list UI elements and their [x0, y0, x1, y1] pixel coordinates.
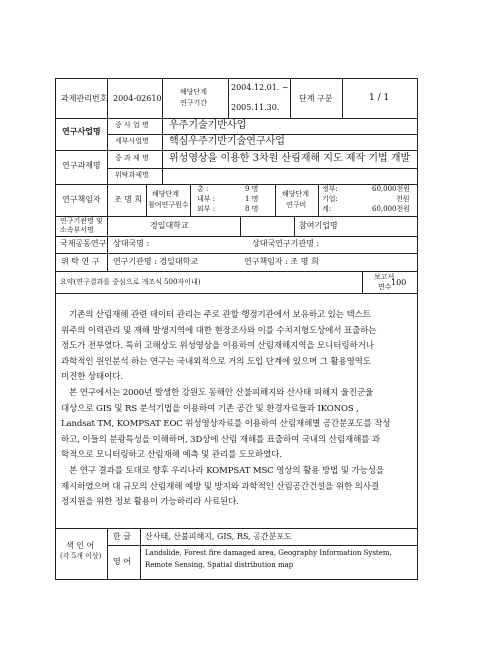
row-divider [55, 528, 418, 529]
col-divider [107, 216, 108, 236]
summary-body [61, 308, 413, 511]
summary-line: 본 연구에서는 2000년 발생한 강원도 동해안 산불피해지와 산사태 피해지 울진군울 [69, 387, 374, 398]
row-divider [55, 118, 418, 119]
row-divider [107, 168, 418, 169]
stage-value: 1 / 1 [369, 93, 390, 103]
mid-program-label: 중 사 업 명 [115, 121, 149, 129]
summary-label: 요약(연구결과를 중심으로 개조식 500자이내) [60, 278, 201, 286]
consign-label: 위 탁 연 구 [61, 257, 100, 266]
row-divider [107, 545, 418, 546]
corp-cost-label: 기업: [322, 195, 338, 203]
sum-cost-value: 60,000천원 [372, 205, 411, 213]
org-name: 경일대학교 [150, 221, 189, 230]
frame-right [417, 78, 418, 580]
sub-task-label: 위탁과제명 [115, 171, 149, 179]
research-cost-label-2: 연구비 [286, 201, 307, 209]
frame-top [55, 78, 418, 79]
summary-line: 과학적인 원인분석 하는 연구는 국내외적으로 거의 도입 단계에 있으며 그 활용영역도 [61, 356, 371, 367]
summary-line: 대상으로 GIS 및 RS 분석기법을 이용하여 기존 공간 및 환경자료들과 IKONOS , [61, 403, 359, 414]
pi-name: 조 명 희 [114, 195, 143, 204]
keywords-korean-label: 한 글 [113, 532, 131, 541]
consign-org: 연구기관명 : 경일대학교 [113, 257, 199, 266]
keywords-label-1: 색 인 어 [66, 541, 95, 550]
row-divider [55, 271, 418, 272]
col-divider [190, 184, 191, 216]
researcher-count-label-2: 참여연구원수 [148, 201, 189, 209]
row-divider [55, 184, 418, 185]
mgmt-no-value: 2004-02610 [113, 94, 162, 103]
big-task-label: 중 과 제 명 [115, 154, 149, 162]
summary-line: 학적으로 모니터링하고 산림재해 예측 및 관리를 도모하였다. [61, 450, 282, 461]
period-label-1: 해당단계 [180, 88, 208, 96]
total-count-label: 총 : [197, 185, 209, 193]
mgmt-no-label: 과제관리번호 [61, 94, 108, 103]
keywords-english-line-2: Remote Sensing, Spatial distribution map [145, 561, 294, 569]
detail-program-label: 세부사업명 [115, 137, 149, 145]
sum-cost-label: 계: [322, 205, 332, 213]
keywords-korean-value: 산사태, 산불피해지, GIS, RS, 공간분포도 [145, 532, 292, 541]
col-divider [107, 253, 108, 271]
summary-line: 하고, 이들의 분광특성을 이해하며, 3D상에 산림 재해를 표출하여 국내의 산림재해를 과 [61, 434, 381, 445]
col-divider [107, 118, 108, 184]
col-divider [146, 184, 147, 216]
program-label: 연구사업명 [62, 126, 101, 136]
mid-program-value: 우주기술기반사업 [169, 120, 247, 131]
summary-line: 미진한 상태이다. [61, 372, 123, 383]
col-divider [294, 216, 295, 236]
period-end: 2005.11.30. [231, 103, 280, 112]
org-label-1: 연구기관명 및 [60, 217, 103, 225]
col-divider [162, 78, 163, 118]
keywords-english-label: 영 어 [113, 557, 131, 566]
partner-institute: 상대국연구기관명 : [252, 239, 320, 248]
summary-line: 위주의 이력관리 및 재해 발생지역에 대한 현장조사와 이를 수치지형도상에서 표출하는 [61, 325, 377, 336]
gov-cost-label: 정부: [322, 185, 338, 193]
report-pages-label-2: 면수 [378, 283, 392, 291]
partner-country: 상대국명 : [113, 239, 150, 248]
task-label: 연구과제명 [62, 161, 101, 170]
consign-pi: 연구책임자 : 조 명 희 [244, 257, 319, 266]
internal-count-label: 내부 : [197, 195, 216, 203]
stage-label: 단계 구분 [299, 94, 333, 103]
col-divider [228, 78, 229, 118]
org-label-2: 소속부서명 [60, 226, 94, 234]
col-divider [290, 78, 291, 118]
row-divider [55, 236, 418, 237]
col-divider [140, 528, 141, 580]
col-divider [342, 78, 343, 118]
external-count-label: 외부 : [197, 205, 216, 213]
col-divider [107, 528, 108, 580]
intl-label: 국제공동연구 [60, 239, 107, 248]
col-divider [240, 216, 241, 236]
internal-count-value: 1 명 [245, 195, 259, 203]
total-count-value: 9 명 [245, 185, 259, 193]
research-cost-label-1: 해당단계 [282, 190, 310, 198]
period-label-2: 연구기간 [180, 99, 208, 107]
summary-line: Landsat TM, KOMPSAT EOC 위성영상자료를 이용하여 산림재해별 공간분포도를 작성 [61, 419, 391, 430]
col-divider [318, 184, 319, 216]
row-divider [55, 216, 418, 217]
keywords-english-line-1: Landslide, Forest fire damaged area, Geography Information System, [145, 549, 392, 557]
partner-company-label: 참여기업명 [299, 221, 338, 230]
col-divider [107, 184, 108, 216]
external-count-value: 8 명 [245, 205, 259, 213]
big-task-value: 위성영상을 이용한 3차원 산림재해 지도 제작 기법 개발 [169, 153, 411, 164]
detail-program-value: 핵심우주기반기술연구사업 [169, 136, 285, 147]
row-divider [107, 134, 418, 135]
researcher-count-label-1: 해당단계 [152, 190, 180, 198]
col-divider [275, 184, 276, 216]
row-divider [55, 253, 418, 254]
corp-cost-value: 천원 [396, 195, 410, 203]
summary-line: 정도가 전부였다. 특히 고해상도 위성영상을 이용하여 산림재해지역을 모니터링하거나 [61, 341, 374, 352]
summary-line: 본 연구 결과를 토대로 향후 우리나라 KOMPSAT MSC 영상의 활용 방법 및 가능성을 [69, 465, 384, 476]
row-divider [55, 293, 418, 294]
period-start: 2004.12.01. ~ [231, 83, 289, 92]
gov-cost-value: 60,000천원 [372, 185, 411, 193]
report-pages-label-1: 보고서 [374, 273, 395, 281]
col-divider [162, 118, 163, 184]
report-pages-value: 100 [391, 278, 407, 287]
pi-label: 연구책임자 [62, 195, 101, 204]
keywords-label-2: (각 5개 이상) [60, 552, 102, 560]
summary-line: 기존의 산림재해 관련 데이터 관리는 주로 관할 행정기관에서 보유하고 있는 텍스트 [69, 310, 371, 320]
frame-left [55, 78, 56, 580]
frame-bottom [55, 579, 418, 580]
row-divider [55, 150, 418, 151]
summary-line: 제시하였으며 대 규모의 산림재해 예방 및 방지와 과학적인 산림공간건설을 위한 의사결 [61, 481, 380, 492]
col-divider [362, 271, 363, 293]
col-divider [107, 236, 108, 253]
summary-line: 정지원을 위한 정보 활용이 가능하리라 사료된다. [61, 497, 239, 508]
